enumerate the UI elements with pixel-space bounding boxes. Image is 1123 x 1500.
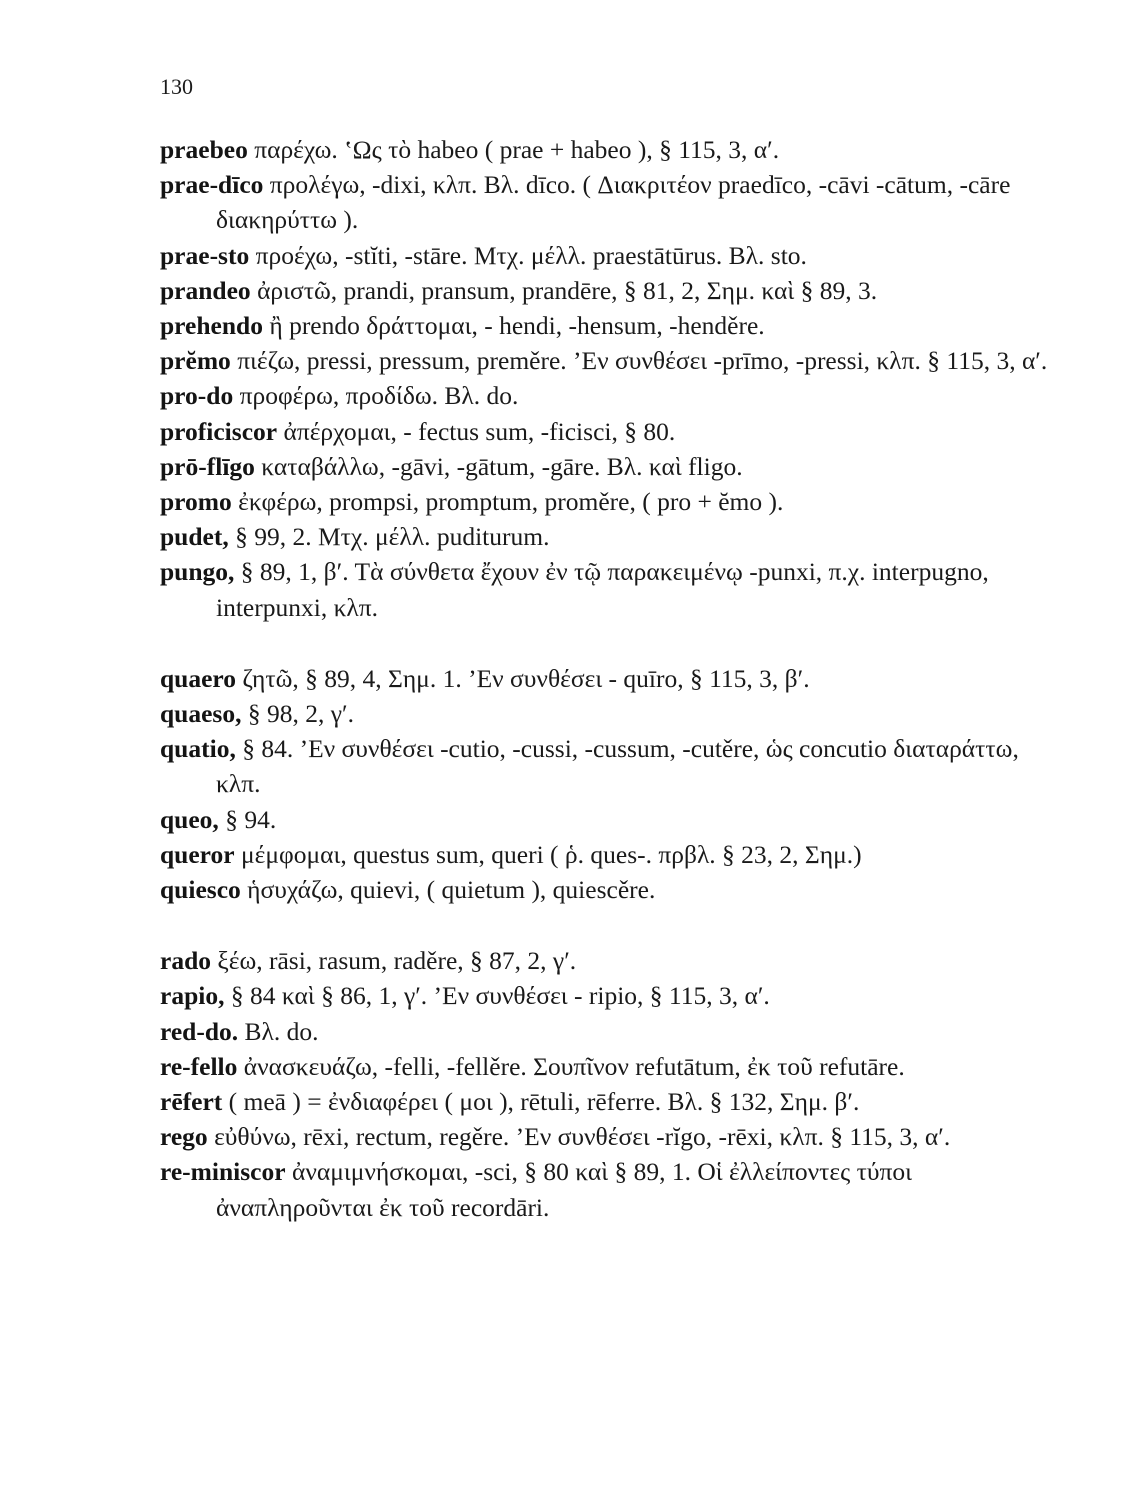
entry-headword: prandeo — [160, 275, 251, 305]
dictionary-entry — [160, 273, 1050, 308]
entry-headword: quaeso, — [160, 699, 242, 729]
entry-headword: praebeo — [160, 135, 248, 164]
entry-headword: quaero — [160, 663, 237, 693]
dictionary-entry — [160, 1014, 1050, 1049]
entry-list — [160, 132, 1050, 1225]
entry-headword: prĕmo — [160, 346, 231, 376]
dictionary-entry — [160, 802, 1050, 837]
entry-headword: promo — [160, 487, 232, 517]
entry-headword: prae-sto — [160, 240, 250, 270]
dictionary-entry — [160, 978, 1050, 1013]
entry-headword: re-miniscor — [160, 1157, 286, 1187]
dictionary-entry — [160, 872, 1050, 907]
dictionary-entry — [160, 1154, 1050, 1224]
entry-headword: pudet, — [160, 522, 229, 552]
dictionary-entry — [160, 1084, 1050, 1119]
entry-definition: καταβάλλω, -gāvi, -gātum, -gāre. Βλ. καὶ fligo. — [261, 451, 743, 481]
dictionary-entry — [160, 554, 1050, 624]
entry-definition: ἢ prendo δράττομαι, - hendi, -hensum, -henděre. — [269, 311, 765, 341]
entry-definition: ἀναμιμνήσκομαι, -sci, § 80 καὶ § 89, 1. Οἱ ἐλλείποντες τύποι ἀναπληροῦνται ἐκ τοῦ recordāri. — [216, 1157, 912, 1222]
entry-definition: § 84. ’Εν συνθέσει -cutio, -cussi, -cussum, -cutěre, ὡς concutio διαταράττω, κλπ. — [216, 734, 1019, 799]
dictionary-entry — [160, 414, 1050, 449]
dictionary-entry — [160, 484, 1050, 519]
entry-definition: ἀπέρχομαι, - fectus sum, -ficisci, § 80. — [283, 416, 676, 446]
section-gap — [160, 625, 1050, 661]
dictionary-entry — [160, 449, 1050, 484]
entry-headword: quatio, — [160, 734, 236, 764]
entry-headword: pungo, — [160, 557, 235, 587]
entry-definition: Βλ. do. — [244, 1016, 319, 1046]
entry-definition: πιέζω, pressi, pressum, preměre. ’Εν συνθέσει -prīmo, -pressi, κλπ. § 115, 3, α′. — [237, 346, 1048, 376]
entry-definition: § 84 καὶ § 86, 1, γ′. ’Εν συνθέσει - ripio, § 115, 3, α′. — [230, 981, 770, 1011]
entry-headword: re-fello — [160, 1051, 238, 1081]
dictionary-entry — [160, 343, 1050, 378]
dictionary-entry — [160, 661, 1050, 696]
dictionary-entry — [160, 132, 1050, 167]
entry-headword: rego — [160, 1122, 208, 1152]
entry-definition: ἀριστῶ, prandi, pransum, prandēre, § 81, 2, Σημ. καὶ § 89, 3. — [257, 275, 878, 305]
entry-headword: prehendo — [160, 311, 263, 341]
entry-headword: red-do. — [160, 1016, 239, 1046]
entry-headword: prō-flīgo — [160, 451, 255, 481]
entry-definition: εὐθύνω, rēxi, rectum, regěre. ’Εν συνθέσει -rĭgo, -rēxi, κλπ. § 115, 3, α′. — [214, 1122, 951, 1152]
entry-definition: ἀνασκευάζω, -felli, -fellěre. Σουπῖνον refutātum, ἐκ τοῦ refutāre. — [243, 1051, 905, 1081]
entry-headword: pro-do — [160, 381, 234, 411]
dictionary-entry — [160, 731, 1050, 801]
entry-definition: μέμφομαι, questus sum, queri ( ῥ. ques-. πρβλ. § 23, 2, Σημ.) — [240, 839, 862, 869]
dictionary-entry — [160, 238, 1050, 273]
entry-definition: § 94. — [225, 804, 277, 834]
dictionary-entry — [160, 519, 1050, 554]
entry-headword: queo, — [160, 804, 219, 834]
entry-definition: ξέω, rāsi, rasum, raděre, § 87, 2, γ′. — [217, 946, 577, 976]
dictionary-entry — [160, 943, 1050, 978]
entry-headword: queror — [160, 839, 235, 869]
entry-headword: prae-dīco — [160, 170, 264, 200]
entry-headword: rado — [160, 946, 211, 976]
entry-headword: proficiscor — [160, 416, 278, 446]
entry-definition: παρέχω. ‛Ως τὸ habeo ( prae + habeo ), § 115, 3, α′. — [254, 135, 780, 164]
entry-definition: ζητῶ, § 89, 4, Σημ. 1. ’Εν συνθέσει - quīro, § 115, 3, β′. — [242, 663, 810, 693]
entry-definition: § 98, 2, γ′. — [247, 699, 354, 729]
dictionary-entry — [160, 1119, 1050, 1154]
entry-definition: ( meā ) = ἐνδιαφέρει ( μοι ), rētuli, rēferre. Βλ. § 132, Σημ. β′. — [228, 1087, 860, 1117]
entry-headword: rapio, — [160, 981, 225, 1011]
entry-definition: προέχω, -stĭti, -stāre. Μτχ. μέλλ. praestātūrus. Βλ. sto. — [255, 240, 807, 270]
dictionary-entry — [160, 696, 1050, 731]
entry-headword: quiesco — [160, 875, 241, 905]
entry-definition: ἐκφέρω, prompsi, promptum, proměre, ( pro + ĕmo ). — [238, 487, 784, 517]
dictionary-entry — [160, 378, 1050, 413]
entry-headword: rēfert — [160, 1087, 223, 1117]
entry-definition: ἡσυχάζω, quievi, ( quietum ), quiescěre. — [247, 875, 656, 905]
page-number: 130 — [160, 74, 193, 99]
entry-definition: προλέγω, -dixi, κλπ. Βλ. dīco. ( Διακριτέον praedīco, -cāvi -cātum, -cāre διακηρύττω ). — [216, 170, 1011, 235]
entry-definition: προφέρω, προδίδω. Βλ. do. — [239, 381, 519, 411]
section-gap — [160, 907, 1050, 943]
dictionary-entry — [160, 167, 1050, 237]
dictionary-entry — [160, 837, 1050, 872]
entry-definition: § 99, 2. Μτχ. μέλλ. puditurum. — [235, 522, 550, 552]
entry-definition: § 89, 1, β′. Τὰ σύνθετα ἔχουν ἐν τῷ παρακειμένῳ -punxi, π.χ. interpugno, interpunxi, κλπ. — [216, 557, 989, 622]
dictionary-entry — [160, 308, 1050, 343]
dictionary-entry — [160, 1049, 1050, 1084]
